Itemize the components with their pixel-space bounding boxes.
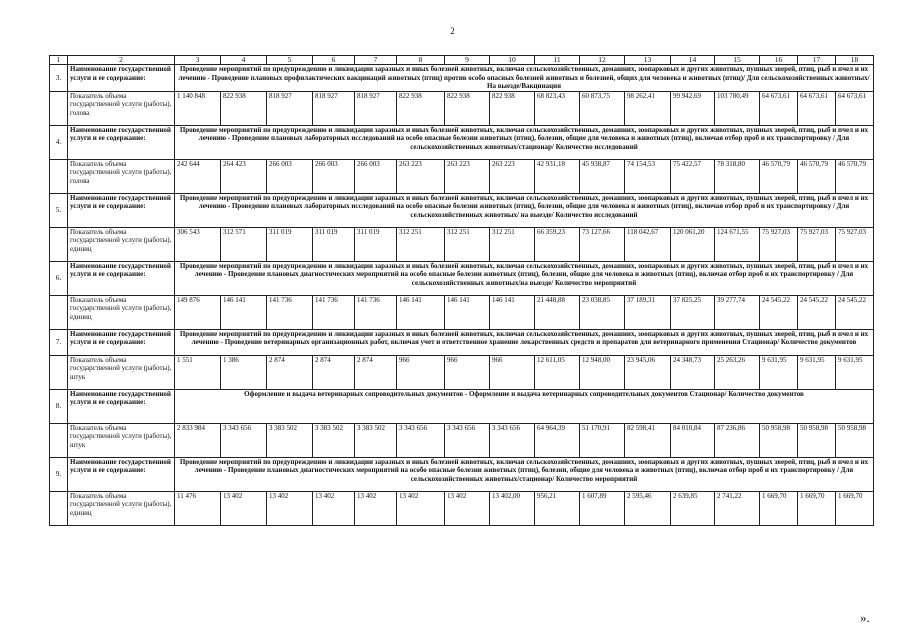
volume-value-cell: 75 927,03 — [798, 227, 836, 261]
volume-value-cell: 13 402 — [397, 491, 445, 525]
volume-value-cell: 311 019 — [355, 227, 397, 261]
volume-value-cell: 51 170,91 — [580, 423, 625, 457]
volume-value-cell: 3 343 656 — [445, 423, 490, 457]
service-description: Оформление и выдача ветеринарных сопроводительных документов - Оформление и выдача ветеринарных сопроводительных документов Стационар/ Количество документов — [175, 389, 874, 423]
volume-value-cell: 146 141 — [397, 295, 445, 329]
volume-indicator-label: Показатель объема государственной услуги (работы), штук — [68, 423, 175, 457]
volume-value-cell: 13 402 — [445, 491, 490, 525]
service-name-label: Наименование государственной услуги и ее содержание: — [68, 65, 175, 92]
volume-value-cell: 37 189,31 — [625, 295, 671, 329]
volume-value-cell: 12 611,05 — [535, 355, 580, 389]
volume-indicator-row — [50, 91, 874, 125]
volume-value-cell: 3 383 502 — [355, 423, 397, 457]
empty-cell — [50, 295, 68, 329]
header-col-7: 7 — [355, 56, 397, 65]
header-col-14: 14 — [671, 56, 715, 65]
volume-value-cell: 312 571 — [221, 227, 267, 261]
empty-cell — [50, 159, 68, 193]
service-description: Проведение мероприятий по предупреждению и ликвидации заразных и иных болезней животных, включая сельскохозяйственных, домашних, зоопарковых и других животных, пушных зверей, птиц, рыб и пчел и их лечению - Проведение плановых лабораторных исследований на особо опасные болезни животных (птиц), болезни, общие для человека и животных (птиц), включая отбор проб и их транспортировку / Для сельскохозяйственных животных/стационар/ Количество исследований — [175, 125, 874, 159]
header-col-13: 13 — [625, 56, 671, 65]
service-name-label: Наименование государственной услуги и ее содержание: — [68, 389, 175, 423]
volume-value-cell: 311 019 — [267, 227, 313, 261]
volume-indicator-label: Показатель объема государственной услуги (работы), единиц — [68, 227, 175, 261]
empty-cell — [50, 227, 68, 261]
volume-value-cell: 13 402 — [267, 491, 313, 525]
volume-value-cell: 64 673,61 — [836, 91, 874, 125]
volume-value-cell: 84 010,84 — [671, 423, 715, 457]
volume-value-cell: 64 964,39 — [535, 423, 580, 457]
volume-value-cell: 24 545,22 — [760, 295, 798, 329]
service-description: Проведение мероприятий по предупреждению и ликвидации заразных и иных болезней животных, включая сельскохозяйственных, домашних, зоопарковых и других животных, пушных зверей, птиц, рыб и пчел и их лечению - Проведение плановых профилактических вакцинаций животных (птиц) против особо опасных болезней животных и болезней, общих для человека и животных (птиц)/ Для сельскохозяйственных животных/ На выезде/Вакцинация — [175, 65, 874, 92]
volume-value-cell: 141 736 — [355, 295, 397, 329]
volume-value-cell: 50 958,98 — [760, 423, 798, 457]
row-number: 9. — [50, 457, 68, 491]
volume-value-cell: 2 741,22 — [715, 491, 760, 525]
service-description-row — [50, 389, 874, 423]
services-table — [49, 55, 874, 526]
volume-value-cell: 306 543 — [175, 227, 221, 261]
volume-value-cell: 25 263,26 — [715, 355, 760, 389]
volume-value-cell: 266 003 — [267, 159, 313, 193]
header-col-17: 17 — [798, 56, 836, 65]
volume-value-cell: 24 545,22 — [836, 295, 874, 329]
header-col-10: 10 — [490, 56, 535, 65]
empty-cell — [50, 423, 68, 457]
header-col-5: 5 — [267, 56, 313, 65]
volume-value-cell: 1 551 — [175, 355, 221, 389]
volume-value-cell: 13 402 — [221, 491, 267, 525]
volume-value-cell: 242 644 — [175, 159, 221, 193]
volume-value-cell: 9 631,95 — [798, 355, 836, 389]
volume-value-cell: 50 958,98 — [836, 423, 874, 457]
volume-value-cell: 818 927 — [355, 91, 397, 125]
header-col-1: 1 — [50, 56, 68, 65]
volume-value-cell: 73 127,66 — [580, 227, 625, 261]
service-description: Проведение мероприятий по предупреждению и ликвидации заразных и иных болезней животных, включая сельскохозяйственных, домашних, зоопарковых и других животных, пушных зверей, птиц, рыб и пчел и их лечению - Проведение плановых диагностических мероприятий на особо опасные болезни животных (птиц), болезни, общие для человека и животных (птиц), включая отбор проб и их транспортировку / Для сельскохозяйственных животных/стационар/ Количество мероприятий — [175, 457, 874, 491]
service-name-label: Наименование государственной услуги и ее содержание: — [68, 457, 175, 491]
header-col-15: 15 — [715, 56, 760, 65]
volume-value-cell: 2 874 — [355, 355, 397, 389]
volume-value-cell: 822 938 — [397, 91, 445, 125]
volume-value-cell: 311 019 — [313, 227, 355, 261]
volume-value-cell: 266 003 — [355, 159, 397, 193]
volume-value-cell: 141 736 — [313, 295, 355, 329]
volume-value-cell: 822 938 — [221, 91, 267, 125]
volume-value-cell: 2 595,46 — [625, 491, 671, 525]
empty-cell — [50, 91, 68, 125]
volume-value-cell: 1 140 848 — [175, 91, 221, 125]
service-description-row — [50, 65, 874, 92]
service-description-row — [50, 329, 874, 355]
volume-value-cell: 3 343 656 — [397, 423, 445, 457]
header-row — [50, 56, 874, 65]
header-col-3: 3 — [175, 56, 221, 65]
volume-indicator-label: Показатель объема государственной услуги (работы), голова — [68, 159, 175, 193]
header-col-16: 16 — [760, 56, 798, 65]
service-description: Проведение мероприятий по предупреждению и ликвидации заразных и иных болезней животных, включая сельскохозяйственных, домашних, зоопарковых и других животных, пушных зверей, птиц, рыб и пчел и их лечению - Проведение плановых диагностических мероприятий на особо опасные болезни животных (птиц), болезни, общие для человека и животных (птиц), включая отбор проб и их транспортировку / Для сельскохозяйственных животных/на выезде/ Количество мероприятий — [175, 261, 874, 295]
volume-indicator-row — [50, 295, 874, 329]
volume-value-cell: 75 927,03 — [760, 227, 798, 261]
volume-value-cell: 78 318,80 — [715, 159, 760, 193]
header-col-4: 4 — [221, 56, 267, 65]
volume-value-cell: 124 671,55 — [715, 227, 760, 261]
service-description-row — [50, 125, 874, 159]
volume-value-cell: 1 386 — [221, 355, 267, 389]
header-col-8: 8 — [397, 56, 445, 65]
volume-value-cell: 37 825,25 — [671, 295, 715, 329]
header-col-12: 12 — [580, 56, 625, 65]
service-description: Проведение мероприятий по предупреждению и ликвидации заразных и иных болезней животных, включая сельскохозяйственных, домашних, зоопарковых и других животных, пушных зверей, птиц, рыб и пчел и их лечению - Проведение ветеринарных организационных работ, включая учет и ответственное хранение лекарственных средств и препаратов для ветеринарного применения Стационар/ Количество документов — [175, 329, 874, 355]
volume-value-cell: 9 631,95 — [836, 355, 874, 389]
volume-indicator-row — [50, 227, 874, 261]
volume-value-cell: 24 348,73 — [671, 355, 715, 389]
row-number: 4. — [50, 125, 68, 159]
service-name-label: Наименование государственной услуги и ее содержание: — [68, 193, 175, 227]
volume-value-cell: 99 942,69 — [671, 91, 715, 125]
volume-indicator-label: Показатель объема государственной услуги (работы), голова — [68, 91, 175, 125]
service-description-row — [50, 193, 874, 227]
header-col-18: 18 — [836, 56, 874, 65]
volume-value-cell: 23 038,85 — [580, 295, 625, 329]
volume-value-cell: 1 669,70 — [798, 491, 836, 525]
volume-value-cell: 74 154,53 — [625, 159, 671, 193]
volume-value-cell: 50 958,98 — [798, 423, 836, 457]
volume-value-cell: 66 359,23 — [535, 227, 580, 261]
volume-value-cell: 3 383 502 — [267, 423, 313, 457]
volume-value-cell: 60 873,75 — [580, 91, 625, 125]
service-description: Проведение мероприятий по предупреждению и ликвидации заразных и иных болезней животных, включая сельскохозяйственных, домашних, зоопарковых и других животных, пушных зверей, птиц, рыб и пчел и их лечению - Проведение плановых лабораторных исследований на особо опасные болезни животных (птиц), болезни, общие для человека и животных (птиц), включая отбор проб и их транспортировку / Для сельскохозяйственных животных/ на выезде/ Количество исследований — [175, 193, 874, 227]
row-number: 5. — [50, 193, 68, 227]
volume-value-cell: 9 631,95 — [760, 355, 798, 389]
volume-value-cell: 266 003 — [313, 159, 355, 193]
volume-value-cell: 75 927,03 — [836, 227, 874, 261]
volume-indicator-label: Показатель объема государственной услуги (работы), единиц — [68, 295, 175, 329]
volume-value-cell: 822 938 — [445, 91, 490, 125]
volume-indicator-row — [50, 355, 874, 389]
closing-quote-mark: ». — [860, 610, 870, 625]
volume-value-cell: 312 251 — [397, 227, 445, 261]
volume-value-cell: 12 948,00 — [580, 355, 625, 389]
volume-value-cell: 141 736 — [267, 295, 313, 329]
volume-value-cell: 24 545,22 — [798, 295, 836, 329]
volume-value-cell: 3 343 656 — [221, 423, 267, 457]
volume-value-cell: 103 780,49 — [715, 91, 760, 125]
volume-indicator-row — [50, 491, 874, 525]
header-col-6: 6 — [313, 56, 355, 65]
volume-value-cell: 120 061,20 — [671, 227, 715, 261]
header-col-2: 2 — [68, 56, 175, 65]
volume-value-cell: 312 251 — [490, 227, 535, 261]
volume-indicator-label: Показатель объема государственной услуги (работы), штук — [68, 355, 175, 389]
volume-value-cell: 1 607,89 — [580, 491, 625, 525]
volume-value-cell: 312 251 — [445, 227, 490, 261]
volume-value-cell: 2 639,85 — [671, 491, 715, 525]
volume-value-cell: 149 876 — [175, 295, 221, 329]
volume-value-cell: 46 570,79 — [836, 159, 874, 193]
volume-value-cell: 146 141 — [490, 295, 535, 329]
volume-value-cell: 2 833 984 — [175, 423, 221, 457]
volume-value-cell: 1 669,70 — [836, 491, 874, 525]
volume-value-cell: 2 874 — [313, 355, 355, 389]
row-number: 7. — [50, 329, 68, 355]
volume-value-cell: 263 223 — [490, 159, 535, 193]
volume-value-cell: 1 669,70 — [760, 491, 798, 525]
volume-value-cell: 64 673,61 — [798, 91, 836, 125]
page-number: 2 — [450, 26, 455, 36]
volume-value-cell: 146 141 — [221, 295, 267, 329]
volume-indicator-label: Показатель объема государственной услуги (работы), единиц — [68, 491, 175, 525]
service-name-label: Наименование государственной услуги и ее содержание: — [68, 125, 175, 159]
volume-value-cell: 966 — [397, 355, 445, 389]
service-name-label: Наименование государственной услуги и ее содержание: — [68, 261, 175, 295]
empty-cell — [50, 355, 68, 389]
volume-value-cell: 21 448,88 — [535, 295, 580, 329]
empty-cell — [50, 491, 68, 525]
volume-indicator-row — [50, 159, 874, 193]
volume-value-cell: 23 945,06 — [625, 355, 671, 389]
volume-value-cell: 64 673,61 — [760, 91, 798, 125]
volume-value-cell: 818 927 — [313, 91, 355, 125]
volume-value-cell: 45 938,87 — [580, 159, 625, 193]
volume-value-cell: 263 223 — [397, 159, 445, 193]
volume-value-cell: 956,21 — [535, 491, 580, 525]
volume-value-cell: 3 383 502 — [313, 423, 355, 457]
volume-value-cell: 3 343 656 — [490, 423, 535, 457]
volume-indicator-row — [50, 423, 874, 457]
volume-value-cell: 46 570,79 — [798, 159, 836, 193]
volume-value-cell: 13 402 — [355, 491, 397, 525]
volume-value-cell: 11 476 — [175, 491, 221, 525]
service-description-row — [50, 261, 874, 295]
volume-value-cell: 13 402 — [313, 491, 355, 525]
volume-value-cell: 264 423 — [221, 159, 267, 193]
volume-value-cell: 39 277,74 — [715, 295, 760, 329]
volume-value-cell: 2 874 — [267, 355, 313, 389]
volume-value-cell: 118 042,67 — [625, 227, 671, 261]
header-col-9: 9 — [445, 56, 490, 65]
volume-value-cell: 822 938 — [490, 91, 535, 125]
volume-value-cell: 966 — [490, 355, 535, 389]
volume-value-cell: 966 — [445, 355, 490, 389]
volume-value-cell: 87 236,86 — [715, 423, 760, 457]
volume-value-cell: 263 223 — [445, 159, 490, 193]
row-number: 3. — [50, 65, 68, 92]
volume-value-cell: 146 141 — [445, 295, 490, 329]
volume-value-cell: 82 598,41 — [625, 423, 671, 457]
volume-value-cell: 46 570,79 — [760, 159, 798, 193]
volume-value-cell: 98 262,41 — [625, 91, 671, 125]
volume-value-cell: 13 402,00 — [490, 491, 535, 525]
volume-value-cell: 42 931,18 — [535, 159, 580, 193]
service-description-row — [50, 457, 874, 491]
row-number: 6. — [50, 261, 68, 295]
service-name-label: Наименование государственной услуги и ее содержание: — [68, 329, 175, 355]
volume-value-cell: 75 422,57 — [671, 159, 715, 193]
volume-value-cell: 818 927 — [267, 91, 313, 125]
volume-value-cell: 68 823,43 — [535, 91, 580, 125]
header-col-11: 11 — [535, 56, 580, 65]
row-number: 8. — [50, 389, 68, 423]
